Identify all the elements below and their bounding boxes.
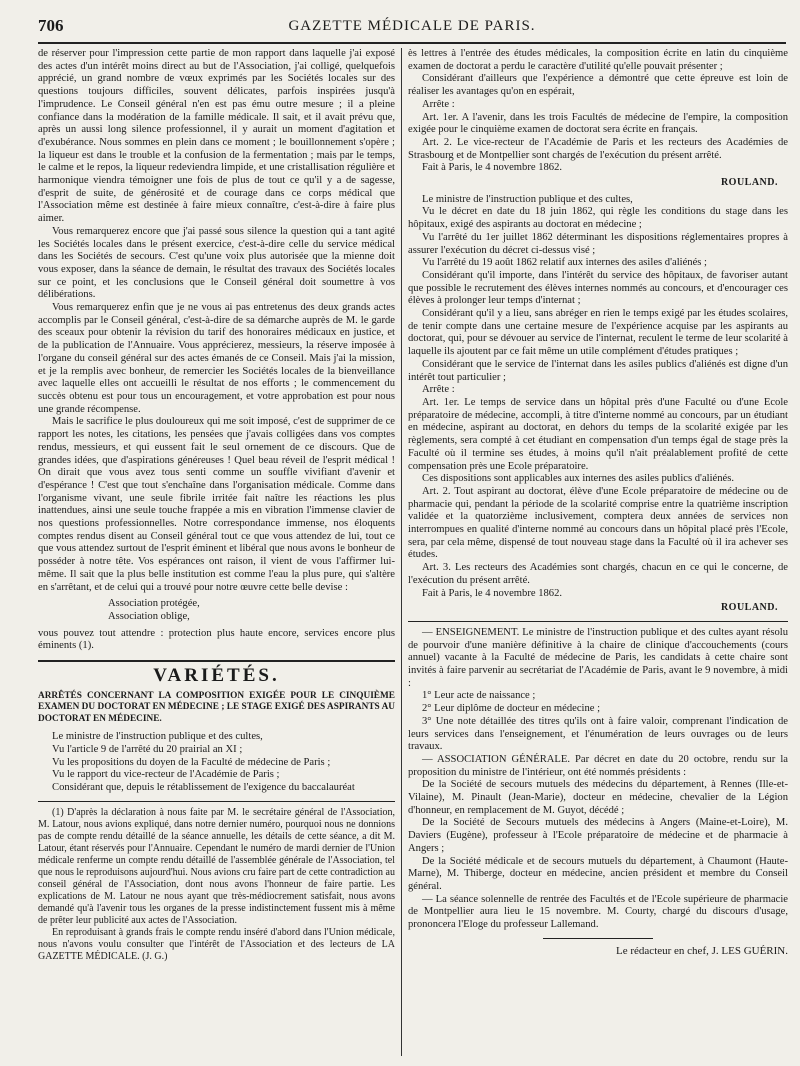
column-divider [401, 48, 402, 1056]
news-enseignement [408, 627, 788, 691]
page-number: 706 [38, 16, 64, 35]
closing-rule [543, 938, 653, 939]
decree-line: Vu le rapport du vice-recteur de l'Académie de Paris ; [52, 769, 280, 781]
decree-date: Fait à Paris, le 4 novembre 1862. [422, 162, 563, 174]
section-separator [38, 660, 395, 662]
left-column [38, 48, 395, 1056]
decree-line: Le ministre de l'instruction publique et des cultes, [422, 193, 633, 205]
decree-line: Considérant qu'il importe, dans l'intérêt du service des hôpitaux, de favoriser autant que possible le recrutement des élèves internes nommés au concours, et d'encourager ces élèves à prolonger leur temps d'internat ; [408, 269, 788, 307]
news-item: De la Société de secours mutuels des médecins du département, à Rennes (Ille-et-Vilaine), M. Pinault (Jean-Marie), docteur en médecine, chevalier de la Légion d'honneur, en remplacement de M. Guyot, décédé ; [408, 779, 788, 816]
signature: ROULAND. [720, 177, 778, 189]
signature: ROULAND. [720, 602, 778, 614]
decree-line: Vu les propositions du doyen de la Faculté de médecine de Paris ; [52, 756, 331, 768]
decree-article: Art. 1er. A l'avenir, dans les trois Facultés de médecine de l'empire, la composition exigée pour le cinquième examen de doctorat sera écrite en français. [408, 111, 788, 136]
decree-article: Art. 2. Tout aspirant au doctorat, élève d'une Ecole préparatoire de médecine ou de pharmacie qui, pendant la période de la scolarité comprise entre la quatrième inscription validée et la quatorzième inclusivement, comptera deux années de services non interrompues en qualité d'interne nommé au concours dans un hôpital placé près l'Ecole, sera, par cela même, dispensé de tout nouveau stage dans la Faculté où il ira achever ses études. [408, 485, 788, 561]
editor-signature: Le rédacteur en chef, J. LES GUÉRIN. [616, 944, 788, 957]
report-paragraph: Vous remarquerez enfin que je ne vous ai pas entretenus des deux grands actes accomplis par le Conseil général, c'est-à-dire de sa démarche auprès de M. le garde des sceaux pour obtenir la révision du tarif des honoraires médicaux en justice, et de la publication de l'Annuaire. Vous apprécierez, messieurs, la réserve imposée à l'organe du conseil général sur des actes émanés de ce Conseil. Mais j'ai la mission, et je la remplis avec bonheur, de remercier les Sociétés locales de la bienveillance avec laquelle elles ont accueilli le résultat de nos efforts ; le commencement du succès obtenu est pour tous un encouragement, et votre approbation est pour nous une grande récompense. [38, 302, 395, 415]
section-subtitle: ARRÊTÉS CONCERNANT LA COMPOSITION EXIGÉE POUR LE CINQUIÈME EXAMEN DU DOCTORAT EN MÉDECINE ; LE STAGE EXIGÉ DES ASPIRANTS AU DOCTORAT EN MÉDECINE. [38, 690, 395, 724]
decree-article: Art. 3. Les recteurs des Académies sont chargés, chacun en ce qui le concerne, de l'exécution du présent arrêté. [408, 562, 788, 586]
motto-line: Association protégée, [108, 598, 200, 610]
news-item: 1° Leur acte de naissance ; [422, 690, 536, 702]
news-label: — ENSEIGNEMENT. [422, 626, 520, 638]
right-column [408, 48, 788, 1056]
report-paragraph: de réserver pour l'impression cette partie de mon rapport dans laquelle j'ai exposé des actes d'un intérêt moins direct au but de l'Association, j'ai colligé, quelquefois apprécié, un grand nombre de vœux exprimés par les Sociétés locales sur des questions toujours difficiles, souvent délicates, parfois inspirées jusqu'à l'imprudence. Le Conseil général n'en est pas ému outre mesure ; il a pleine confiance dans la modération de la famille médicale. Il sait, et il avait prévu que, après un aussi long silence professionnel, il y aurait un moment d'agitation et d'exubérance. Nous sommes en plein dans ce moment ; le bouillonnement s'opère ; la liqueur est dans le trouble et la confusion de la fermentation ; mais par le temps, le calme et le repos, la liqueur redeviendra limpide, et une cristallisation régulière et harmonique viendra témoigner une fois de plus de tout ce qu'il y a de sagesse, d'esprit de suite, de générosité et de courage dans ce corps médical que l'Association même est destinée à faire mieux connaître, c'est-à-dire à faire plus aimer. [38, 48, 395, 225]
decree-line: Vu le décret en date du 18 juin 1862, qui règle les conditions du stage dans les hôpitaux, exigé des aspirants au doctorat en médecine ; [408, 206, 788, 231]
report-closing: vous pouvez tout attendre : protection plus haute encore, services encore plus éminents (1). [38, 627, 395, 652]
section-title: VARIÉTÉS. [153, 665, 280, 687]
footnote: En reproduisant à grands frais le compte rendu inséré d'abord dans l'Union médicale, nous n'avons voulu consulter que l'intérêt de l'Association et des lecteurs de LA GAZETTE MÉDICALE. (J. G.) [38, 926, 395, 962]
motto [108, 598, 395, 623]
decree-line: Considérant qu'il y a lieu, sans abréger en rien le temps exigé par les études scolaires, de tenir compte dans une certaine mesure de l'expérience acquise par les aspirants au doctorat, qui, pour se dévouer au service de l'internat, reculent le terme de leur scolarité à laquelle ils ajoutent par ce fait même un utile complément d'études pratiques ; [408, 308, 788, 358]
news-item: 2° Leur diplôme de docteur en médecine ; [422, 703, 601, 715]
decree-line: Vu l'arrêté du 1er juillet 1862 déterminant les dispositions réglementaires propres à assurer l'exécution du décret ci-dessus visé ; [408, 231, 788, 256]
decree-line: Vu l'arrêté du 19 août 1862 relatif aux internes des asiles d'aliénés ; [422, 257, 708, 269]
decree-date: Fait à Paris, le 4 novembre 1862. [422, 587, 563, 599]
page-header [38, 12, 786, 44]
news-item: De la Société médicale et de secours mutuels du département, à Chaumont (Haute-Marne), M. Thiberge, docteur en médecine, ancien président et membre du Conseil général. [408, 855, 788, 892]
report-paragraph: Mais le sacrifice le plus douloureux qui me soit imposé, c'est de supprimer de ce rapport les notes, les citations, les pensées que j'avais colligées dans vos comptes rendus, messieurs, et qui eussent fait le seul ornement de ce discours. Que de grandes idées, que d'aspirations généreuses ! Quel beau réveil de l'esprit médical ! On dirait que vous avez tous senti comme un souffle vivifiant d'avenir et d'espérance ! C'est que tout s'enchaîne dans l'organisation médicale. Comme dans l'organisme vivant, une seule fibrile irritée fait naître les réactions les plus inattendues, ainsi une seule touche frappée a mis en vibration l'immense clavier de nos questions professionnelles. Notre correspondance immense, nos éloquents comptes rendus disent au Conseil général tout ce que vous attendez de lui, tout ce que vous attendez surtout de l'esprit éminent et libéral que nous avons le bonheur de posséder à notre tête. Vos espérances ont raison, il vient de vous l'affirmer lui-même. Il sait que la plus belle institution est comme l'eau la plus pure, qui s'altère en s'arrêtant, et de celui qui a trouvé pour notre œuvre cette belle devise : [38, 416, 395, 593]
decree-article: Art. 2. Le vice-recteur de l'Académie de Paris et les recteurs des Académies de Strasbourg et de Montpellier sont chargés de l'exécution du présent arrêté. [408, 136, 788, 161]
motto-line: Association oblige, [108, 610, 190, 622]
decree-line: Considérant que, depuis le rétablissement de l'exigence du baccalauréat [52, 782, 355, 794]
news-item: 3° Une note détaillée des titres qu'ils ont à faire valoir, comprenant l'indication de leurs services dans l'enseignement, et l'énumération de leurs ouvrages ou de leurs travaux. [408, 715, 788, 753]
news-item: De la Société de Secours mutuels des médecins à Angers (Maine-et-Loire), M. Daviers (Eugène), professeur à l'Ecole préparatoire de médecine et de pharmacie à Angers ; [408, 817, 788, 854]
news-association [408, 754, 788, 779]
decree-line: Le ministre de l'instruction publique et des cultes, [52, 731, 263, 743]
decree-arrete: Arrête : [422, 98, 455, 110]
decree-line: Vu l'article 9 de l'arrêté du 20 prairial an XI ; [52, 743, 243, 755]
news-text: Par décret en date du 20 octobre, rendu sur la proposition du ministre de l'intérieur, ont été nommés présidents : [408, 753, 788, 778]
decree-article: Ces dispositions sont applicables aux internes des asiles publics d'aliénés. [422, 473, 735, 485]
news-text: Le ministre de l'instruction publique et des cultes ayant résolu de pourvoir d'une manière définitive à la chaire de clinique d'accouchements (cours annuel) vacante à la Faculté de médecine de Paris, les candidats à cette chaire sont invités à faire parvenir au secrétariat de l'Académie de Paris, avant le 9 novembre, à midi : [408, 626, 788, 689]
journal-title: GAZETTE MÉDICALE DE PARIS. [288, 18, 536, 34]
news-separator [408, 621, 788, 622]
decree-article: Art. 1er. Le temps de service dans un hôpital près d'une Faculté ou d'une Ecole préparatoire de médecine, accompli, à titre d'interne nommé au concours, par un étudiant en médecine, aspirant au doctorat, en dehors du temps de la scolarité exigée par les règlements, sera compté à cet étudiant en compensation d'un temps égal de stage près la Faculté où il termine ses études, à moins qu'il n'ait préalablement profité de cette compensation près une Ecole préparatoire. [408, 396, 788, 472]
report-paragraph: Vous remarquerez encore que j'ai passé sous silence la question qui a tant agité les Sociétés locales dans le présent exercice, c'est-à-dire celle du service médical dans les Sociétés de secours. C'est qu'une voix plus autorisée que la mienne doit vous exposer, dans la séance de demain, le résultat des travaux des Sociétés locales sur ce point, et les conclusions que le Conseil général doit soumettre à vos délibérations. [38, 225, 395, 301]
decree-arrete: Arrête : [422, 384, 455, 396]
decree-paragraph: ès lettres à l'entrée des études médicales, la composition écrite en latin du cinquième examen de doctorat a perdu le caractère d'utilité qu'elle pouvait présenter ; [408, 48, 788, 72]
news-label: — ASSOCIATION GÉNÉRALE. [422, 753, 571, 765]
news-rentree: — La séance solennelle de rentrée des Facultés et de l'Ecole supérieure de pharmacie de Montpellier aura lieu le 15 novembre. M. Courty, chargé du discours d'usage, prononcera l'Eloge du professeur Lallemand. [408, 893, 788, 931]
decree-line: Considérant que le service de l'internat dans les asiles publics d'aliénés est digne d'un intérêt tout particulier ; [408, 358, 788, 383]
footnote-separator [38, 801, 395, 802]
decree-paragraph: Considérant d'ailleurs que l'expérience a démontré que cette épreuve est loin de réaliser les avantages qu'on en espérait, [408, 73, 788, 98]
footnote: (1) D'après la déclaration à nous faite par M. le secrétaire général de l'Association, M. Latour, nous avions expliqué, dans notre dernier numéro, pourquoi nous ne donnions pas de compte rendu détaillé de la séance annuelle, les détails de cette séance, a dit M. Latour, étant réservés pour l'Annuaire. Cependant le numéro de mardi dernier de l'Union médicale renferme un compte rendu détaillé de l'assemblée générale de l'Association, tel que nous le reproduisons aujourd'hui. Nous avions cru faire part de cette contradiction au conseil général de l'Association, dont nous avons l'honneur de faire partie. Les explications de M. Latour ne nous ayant que très-médiocrement satisfait, nous avons demandé qu'à l'avenir tous les organes de la presse indistinctement fussent mis à même de prêter leur publicité aux actes de l'Association. [38, 806, 395, 926]
